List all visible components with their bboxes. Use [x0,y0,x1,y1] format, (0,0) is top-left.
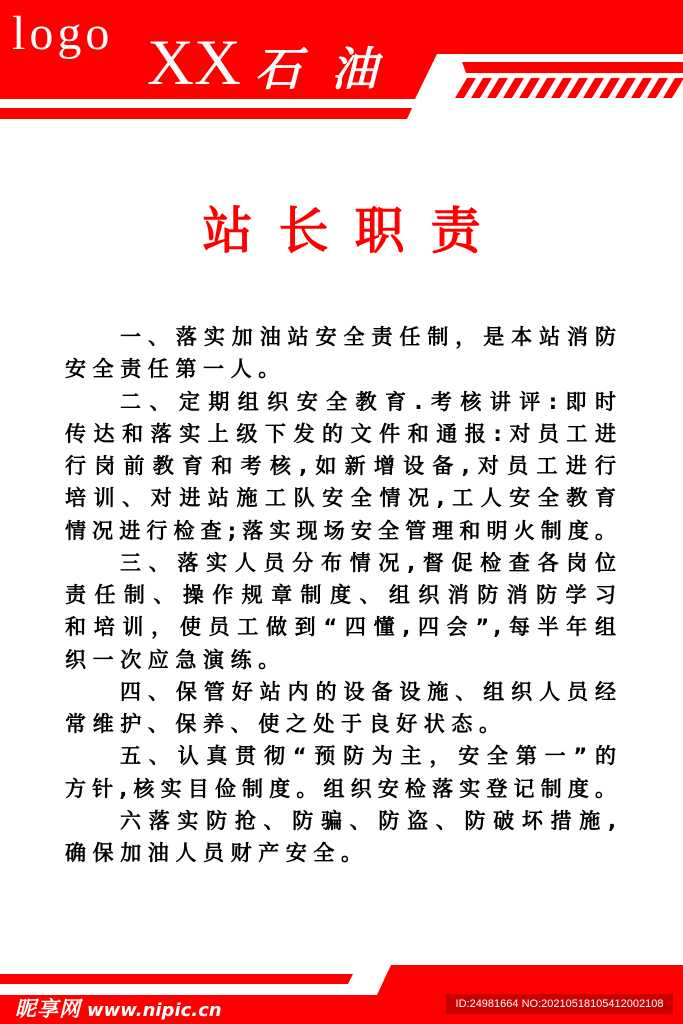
text-line: 六落实防抢、防骗、防盗、防破坏措施, [120,808,620,833]
text-line: 二、定期组织安全教育.考核讲评:即时 [120,389,620,414]
text-line: 传达和落实上级下发的文件和通报:对员工进 [65,421,620,446]
paragraph-3 [65,547,620,676]
paragraph-2 [65,386,620,547]
logo-placeholder: logo [12,7,114,60]
text-line: 确保加油人员财产安全。 [65,841,369,865]
text-line: 四、保管好站内的设备设施、组织人员经 [120,679,620,704]
duties-body [65,321,620,869]
text-line: 织一次应急演练。 [65,647,286,672]
paragraph-1 [65,321,620,386]
footer-watermark-site [15,996,222,1024]
page-title: 站长职责 [202,202,507,260]
text-line: 和培训，使员工做到“四懂,四会”,每半年组 [65,615,620,640]
site-url: www.nipic.cn [87,1000,222,1021]
text-line: 责任制、操作规章制度、组织消防消防学习 [65,583,620,607]
text-line: 一、落实加油站安全责任制，是本站消防 [120,325,620,349]
site-name: 昵享网 [15,997,81,1021]
text-line: 五、认真贯彻“预防为主，安全第一”的 [120,744,620,769]
image-id-badge: ID:24981664 NO:20210518105412002108 [446,994,673,1014]
text-line: 情况进行检查;落实现场安全管理和明火制度。 [65,518,620,543]
text-line: 安全责任第一人。 [65,357,286,382]
paragraph-5 [65,740,620,805]
text-line: 方针,核实目俭制度。组织安检落实登记制度。 [65,776,620,801]
paragraph-6 [65,805,620,870]
text-line: 行岗前教育和考核,如新增设备,对员工进行 [65,454,620,478]
hatch-stripes [455,78,683,98]
text-line: 常维护、保养、使之处于良好状态。 [65,712,507,736]
text-line: 培训、对进站施工队安全情况,工人安全教育 [65,486,620,511]
text-line: 三、落实人员分布情况,督促检查各岗位 [120,550,620,575]
brand-name-cjk: 石油 [255,42,407,96]
paragraph-4 [65,676,620,741]
brand-name-latin: XX [147,27,241,99]
